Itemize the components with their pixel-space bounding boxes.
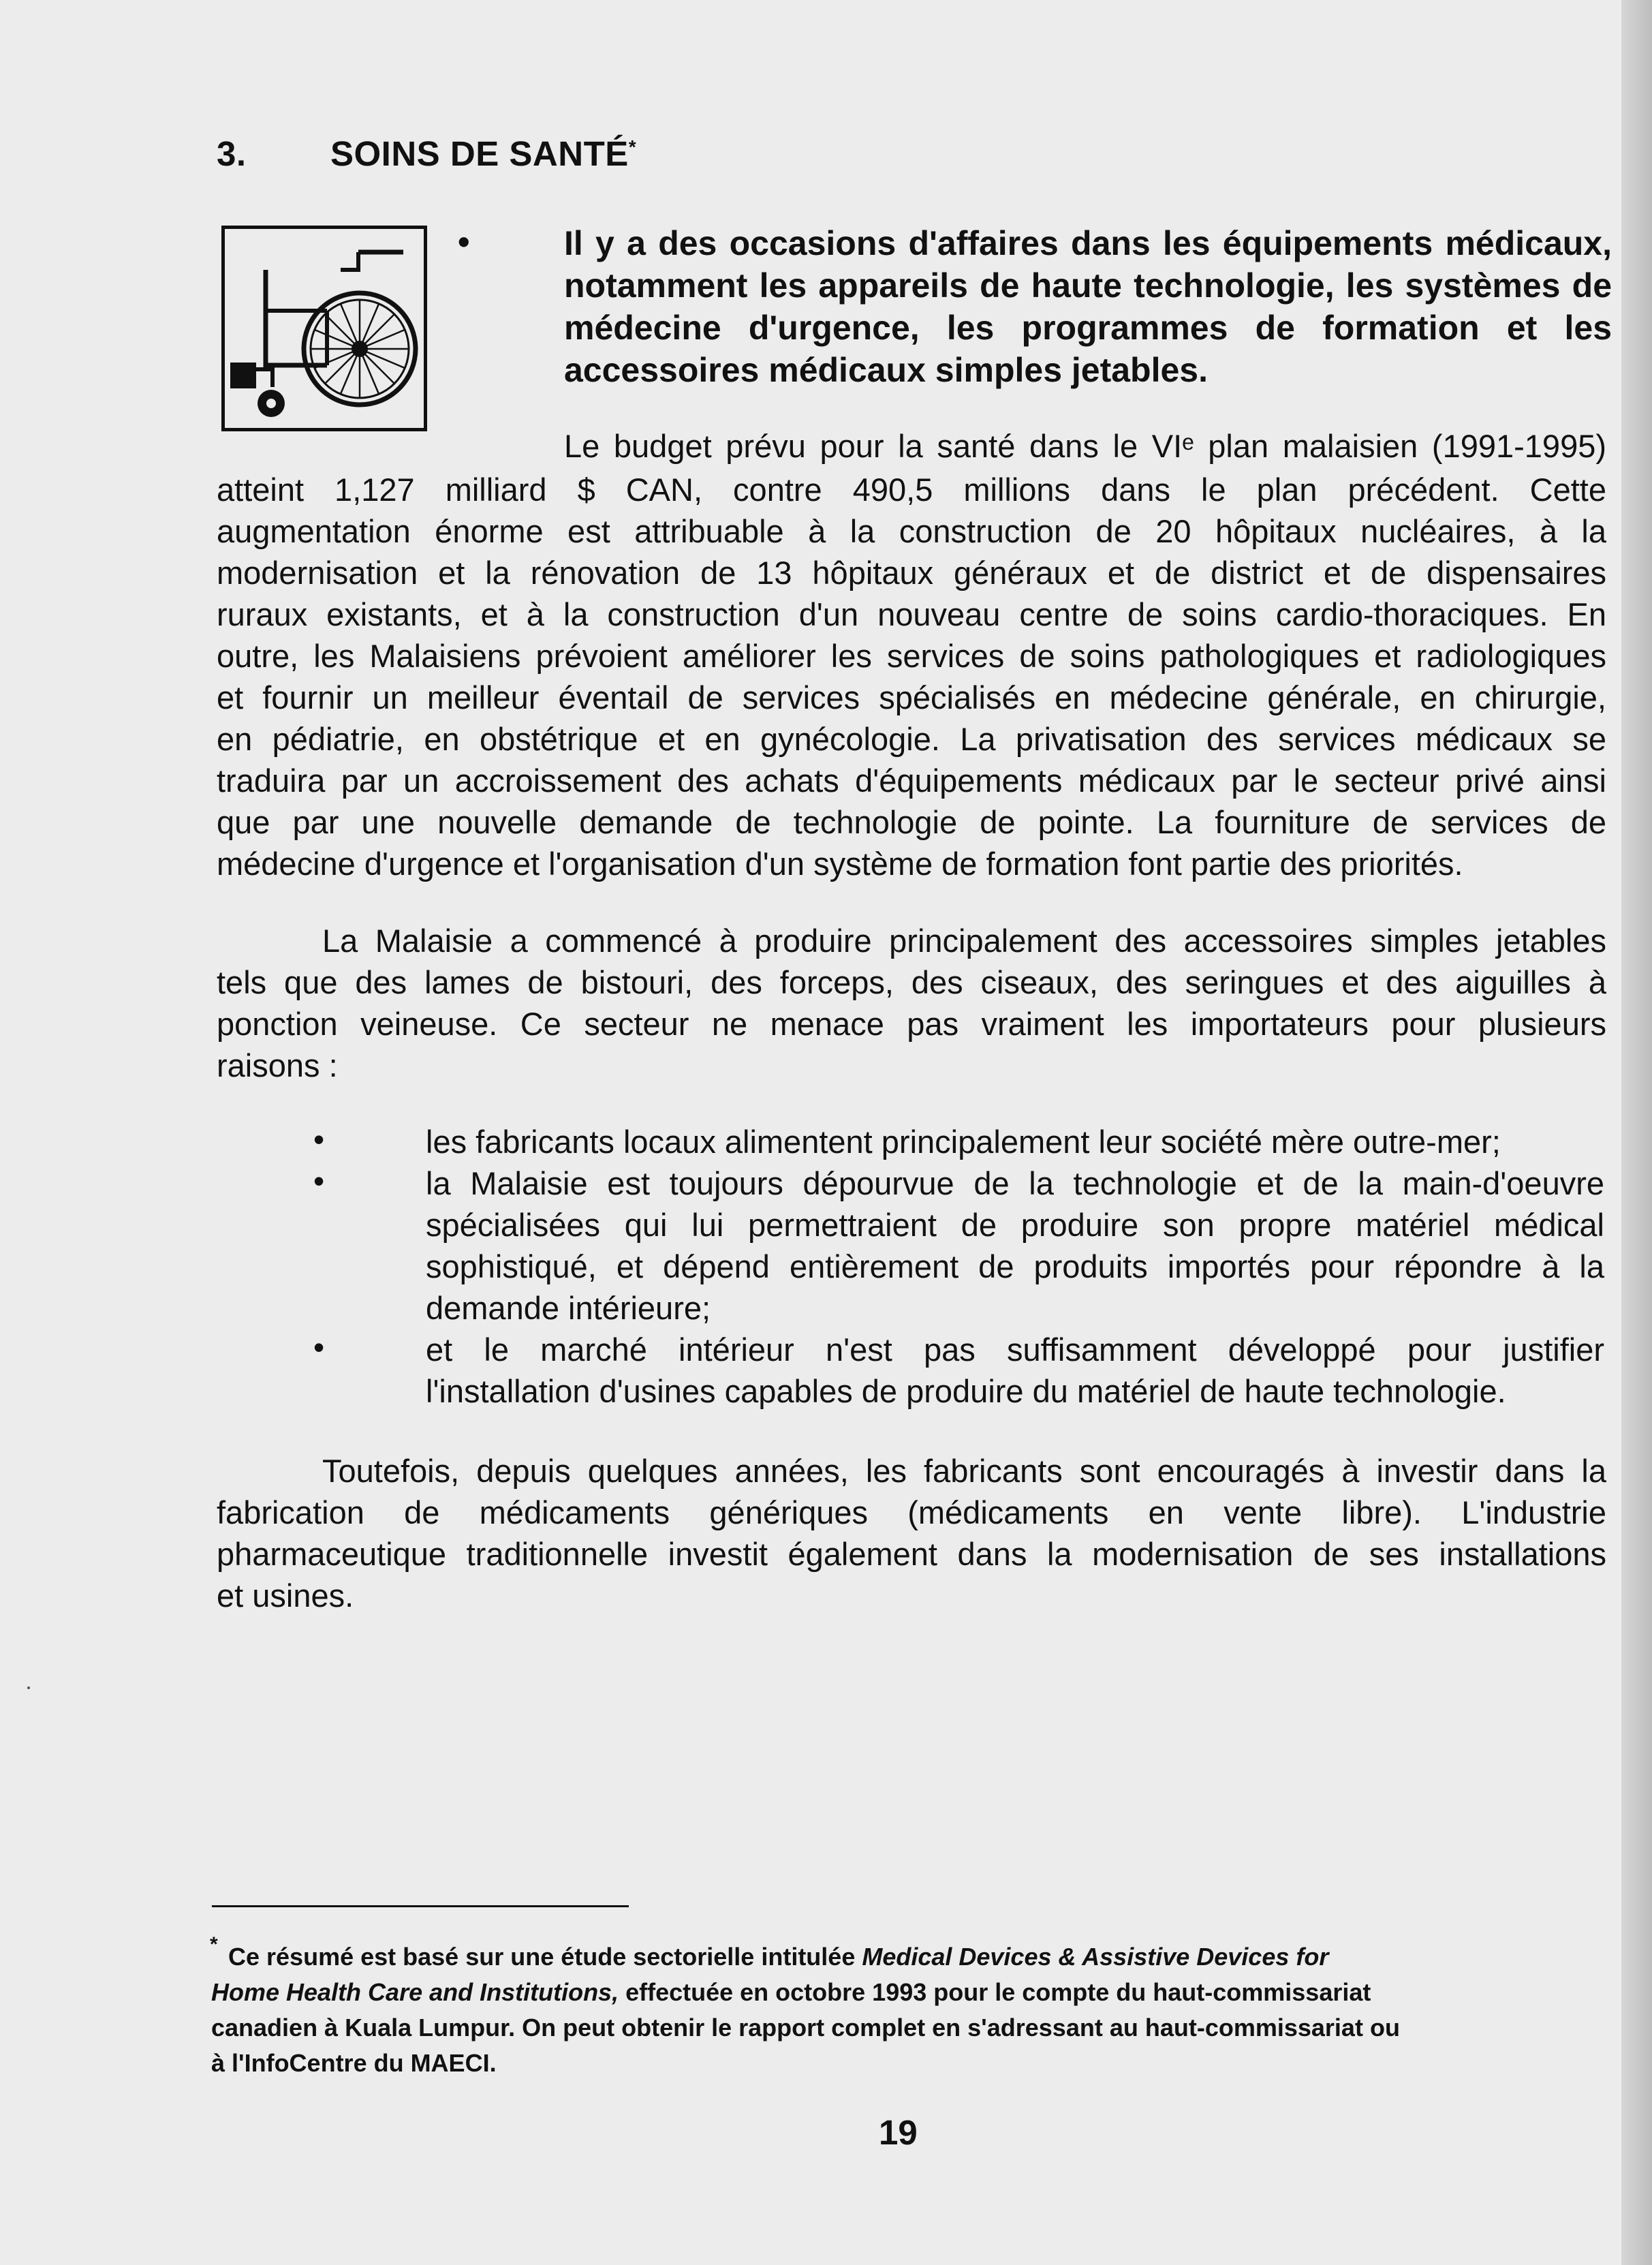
- section-number: 3.: [217, 134, 247, 173]
- footnote-marker: *: [628, 136, 637, 157]
- paragraph-line: fabrication de médicaments génériques (médicaments en vente libre). L'industrie: [217, 1494, 1606, 1530]
- paragraph-line: raisons :: [217, 1047, 338, 1083]
- paragraph-line: tels que des lames de bistouri, des forceps, des ciseaux, des seringues et des aiguilles à: [217, 964, 1606, 1000]
- footnote: * Ce résumé est basé sur une étude sectorielle intitulée Medical Devices & Assistive Devices for Home Health Care and Institutions, effectuée en octobre 1993 pour le compte du haut-commissariat canadien à Kuala Lumpur. On peut obtenir le rapport complet en s'adressant au haut-commissariat ou à l'InfoCentre du MAECI.: [211, 1939, 1519, 2081]
- callout-line: Il y a des occasions d'affaires dans les équipements médicaux,: [564, 224, 1612, 262]
- local-production-paragraph: [217, 920, 1606, 1086]
- key-opportunity-callout: [564, 222, 1612, 391]
- paragraph-line: pharmaceutique traditionnelle investit également dans la modernisation de ses installations: [217, 1536, 1606, 1572]
- page-number: 19: [879, 2113, 918, 2152]
- paragraph-line: en pédiatrie, en obstétrique et en gynécologie. La privatisation des services médicaux se: [217, 721, 1606, 757]
- paragraph-line: et usines.: [217, 1577, 354, 1614]
- wheelchair-icon: [221, 226, 427, 431]
- list-item: la Malaisie est toujours dépourvue de la technologie et de la main-d'oeuvre spécialisées qui lui permettraient de produire son propre matériel médical sophistiqué, et dépend entièrement de produits importés pour répondre à la demande intérieure;: [426, 1165, 1604, 1326]
- footnote-marker: *: [210, 1933, 218, 1956]
- callout-line: notamment les appareils de haute technologie, les systèmes de: [564, 266, 1612, 305]
- paragraph-line: augmentation énorme est attribuable à la construction de 20 hôpitaux nucléaires, à la: [217, 513, 1606, 549]
- budget-paragraph: [217, 469, 1606, 884]
- paragraph-line: médecine d'urgence et l'organisation d'un système de formation font partie des priorités.: [217, 846, 1463, 882]
- list-item: et le marché intérieur n'est pas suffisamment développé pour justifier l'installation d'usines capables de produire du matériel de haute technologie.: [426, 1331, 1604, 1409]
- generic-drugs-paragraph: [217, 1450, 1606, 1616]
- paragraph-line: Toutefois, depuis quelques années, les fabricants sont encouragés à investir dans la: [322, 1453, 1606, 1489]
- section-title: SOINS DE SANTÉ*: [330, 134, 637, 173]
- paragraph-line: que par une nouvelle demande de technologie de pointe. La fourniture de services de: [217, 804, 1606, 840]
- scan-speck: [27, 1686, 30, 1689]
- list-bullet: •: [313, 1329, 325, 1365]
- paragraph-line: outre, les Malaisiens prévoient améliorer les services de soins pathologiques et radiologiques: [217, 638, 1606, 674]
- footnote-divider: [212, 1905, 629, 1907]
- paragraph-line: ponction veineuse. Ce secteur ne menace pas vraiment les importateurs pour plusieurs: [217, 1006, 1606, 1042]
- paragraph-line: ruraux existants, et à la construction d'un nouveau centre de soins cardio-thoraciques. En: [217, 596, 1606, 632]
- paragraph-line: La Malaisie a commencé à produire principalement des accessoires simples jetables: [322, 923, 1606, 959]
- highlight-bullet: •: [458, 223, 470, 261]
- paragraph-line: et fournir un meilleur éventail de services spécialisés en médecine générale, en chirurgie,: [217, 679, 1606, 715]
- paragraph-line: modernisation et la rénovation de 13 hôpitaux généraux et de district et de dispensaires: [217, 555, 1606, 591]
- paragraph-line: traduira par un accroissement des achats d'équipements médicaux par le secteur privé ainsi: [217, 762, 1606, 799]
- list-item: les fabricants locaux alimentent principalement leur société mère outre-mer;: [426, 1124, 1501, 1160]
- paragraph-line: atteint 1,127 milliard $ CAN, contre 490,5 millions dans le plan précédent. Cette: [217, 472, 1606, 508]
- callout-line: médecine d'urgence, les programmes de formation et les: [564, 309, 1612, 347]
- list-bullet: •: [313, 1122, 325, 1157]
- list-bullet: •: [313, 1163, 325, 1199]
- callout-line: accessoires médicaux simples jetables.: [564, 351, 1208, 389]
- budget-paragraph-first-line: Le budget prévu pour la santé dans le VIᵉ plan malaisien (1991-1995): [564, 428, 1606, 464]
- page-edge: [1621, 0, 1652, 2265]
